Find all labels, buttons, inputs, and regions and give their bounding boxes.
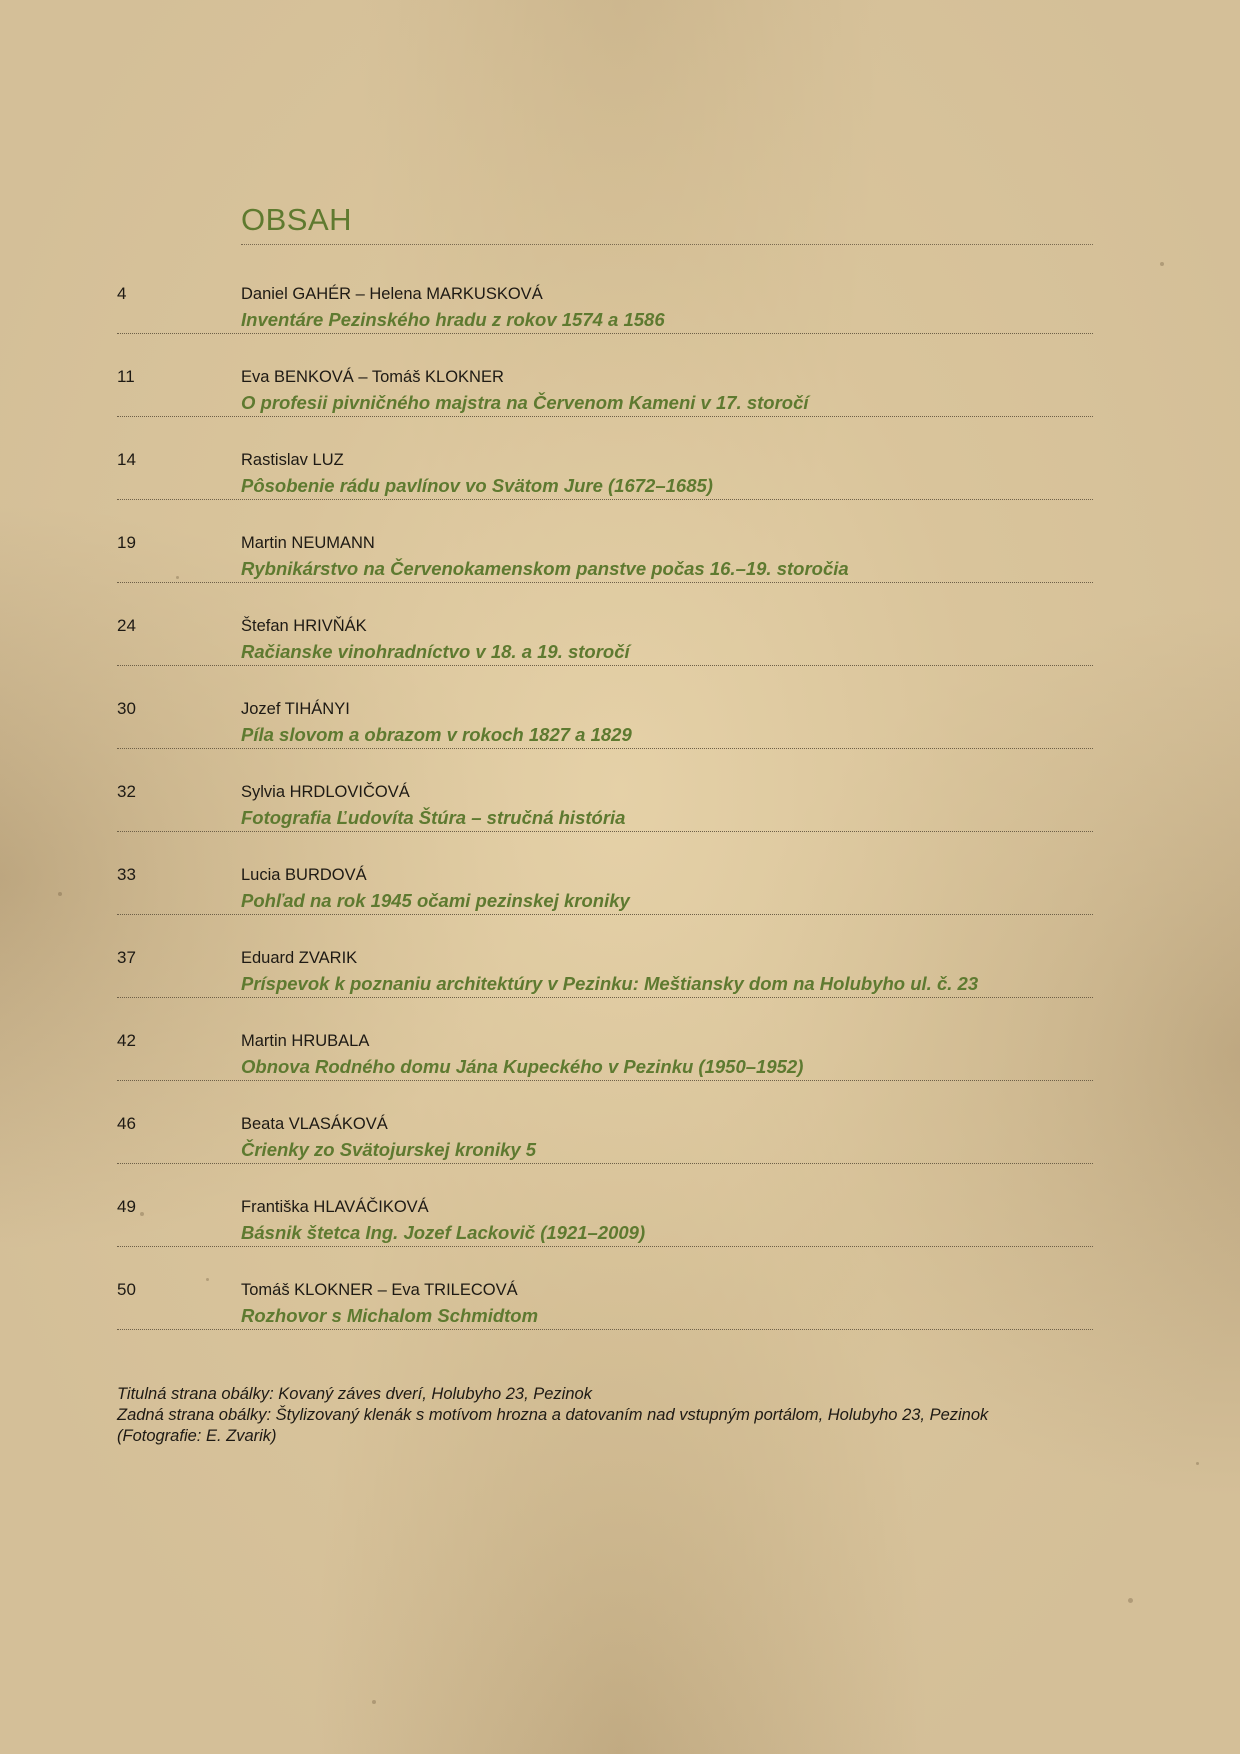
entry-divider <box>117 665 1093 666</box>
toc-page-number: 11 <box>117 367 135 386</box>
toc-page-number: 50 <box>117 1280 136 1299</box>
toc-entry[interactable] <box>117 1106 1093 1189</box>
front-cover-caption: Titulná strana obálky: Kovaný záves dverí, Holubyho 23, Pezinok <box>117 1385 592 1403</box>
toc-page-number: 24 <box>117 616 136 635</box>
texture-speck <box>1160 262 1164 266</box>
toc-author: Eva BENKOVÁ – Tomáš KLOKNER <box>241 368 504 386</box>
texture-speck <box>1128 1598 1133 1603</box>
toc-author: Beata VLASÁKOVÁ <box>241 1115 388 1133</box>
page-title: OBSAH <box>241 202 353 237</box>
toc-author: Daniel GAHÉR – Helena MARKUSKOVÁ <box>241 285 543 303</box>
toc-entry[interactable] <box>117 1023 1093 1106</box>
toc-article-title: Príspevok k poznaniu architektúry v Pezinku: Meštiansky dom na Holubyho ul. č. 23 <box>241 973 979 994</box>
toc-page-number: 32 <box>117 782 136 801</box>
toc-page-number: 49 <box>117 1197 136 1216</box>
toc-author: Lucia BURDOVÁ <box>241 866 367 884</box>
toc-author: Tomáš KLOKNER – Eva TRILECOVÁ <box>241 1281 518 1299</box>
toc-article-title: Obnova Rodného domu Jána Kupeckého v Pezinku (1950–1952) <box>241 1056 804 1077</box>
cover-notes <box>117 1384 1097 1447</box>
toc-article-title: Pôsobenie rádu pavlínov vo Svätom Jure (1672–1685) <box>241 475 713 496</box>
toc-author: Jozef TIHÁNYI <box>241 700 350 718</box>
entry-divider <box>117 1329 1093 1330</box>
toc-entry[interactable] <box>117 276 1093 359</box>
toc-entry[interactable] <box>117 608 1093 691</box>
toc-author: Martin NEUMANN <box>241 534 375 552</box>
entry-divider <box>117 914 1093 915</box>
entry-divider <box>117 499 1093 500</box>
toc-page-number: 37 <box>117 948 136 967</box>
entry-divider <box>117 997 1093 998</box>
back-cover-caption: Zadná strana obálky: Štylizovaný klenák s motívom hrozna a datovaním nad vstupným portálom, Holubyho 23, Pezinok <box>117 1406 989 1424</box>
entry-divider <box>117 1080 1093 1081</box>
toc-article-title: Píla slovom a obrazom v rokoch 1827 a 1829 <box>241 724 632 745</box>
entry-divider <box>117 1163 1093 1164</box>
texture-speck <box>58 892 62 896</box>
toc-author: Františka HLAVÁČIKOVÁ <box>241 1198 429 1216</box>
toc-author: Eduard ZVARIK <box>241 949 358 967</box>
toc-article-title: Račianske vinohradníctvo v 18. a 19. storočí <box>241 641 630 662</box>
toc-page-number: 4 <box>117 284 127 303</box>
toc-article-title: O profesii pivničného majstra na Červenom Kameni v 17. storočí <box>241 392 809 413</box>
toc-author: Rastislav LUZ <box>241 451 344 469</box>
table-of-contents <box>117 276 1093 1355</box>
toc-entry[interactable] <box>117 774 1093 857</box>
toc-page-number: 42 <box>117 1031 136 1050</box>
toc-entry[interactable] <box>117 442 1093 525</box>
texture-speck <box>372 1700 376 1704</box>
toc-article-title: Inventáre Pezinského hradu z rokov 1574 a 1586 <box>241 309 665 330</box>
toc-entry[interactable] <box>117 1189 1093 1272</box>
toc-article-title: Rozhovor s Michalom Schmidtom <box>241 1305 539 1326</box>
entry-divider <box>117 333 1093 334</box>
toc-entry[interactable] <box>117 359 1093 442</box>
toc-page-number: 14 <box>117 450 136 469</box>
toc-page-number: 19 <box>117 533 136 552</box>
toc-entry[interactable] <box>117 940 1093 1023</box>
toc-author: Martin HRUBALA <box>241 1032 370 1050</box>
entry-divider <box>117 1246 1093 1247</box>
toc-article-title: Básnik štetca Ing. Jozef Lackovič (1921–2009) <box>241 1222 646 1243</box>
toc-article-title: Črienky zo Svätojurskej kroniky 5 <box>241 1139 537 1160</box>
entry-divider <box>117 831 1093 832</box>
toc-page-number: 30 <box>117 699 136 718</box>
title-divider <box>241 244 1093 245</box>
toc-entry[interactable] <box>117 525 1093 608</box>
texture-speck <box>1196 1462 1199 1465</box>
toc-page-number: 46 <box>117 1114 136 1133</box>
entry-divider <box>117 582 1093 583</box>
photo-credit: (Fotografie: E. Zvarik) <box>117 1427 277 1445</box>
toc-entry[interactable] <box>117 691 1093 774</box>
toc-author: Štefan HRIVŇÁK <box>241 617 367 635</box>
toc-entry[interactable] <box>117 857 1093 940</box>
entry-divider <box>117 416 1093 417</box>
toc-author: Sylvia HRDLOVIČOVÁ <box>241 783 410 801</box>
entry-divider <box>117 748 1093 749</box>
toc-article-title: Pohľad na rok 1945 očami pezinskej kroniky <box>241 890 630 911</box>
toc-article-title: Rybnikárstvo na Červenokamenskom panstve počas 16.–19. storočia <box>241 558 849 579</box>
toc-page-number: 33 <box>117 865 136 884</box>
toc-article-title: Fotografia Ľudovíta Štúra – stručná história <box>241 807 626 828</box>
toc-entry[interactable] <box>117 1272 1093 1355</box>
